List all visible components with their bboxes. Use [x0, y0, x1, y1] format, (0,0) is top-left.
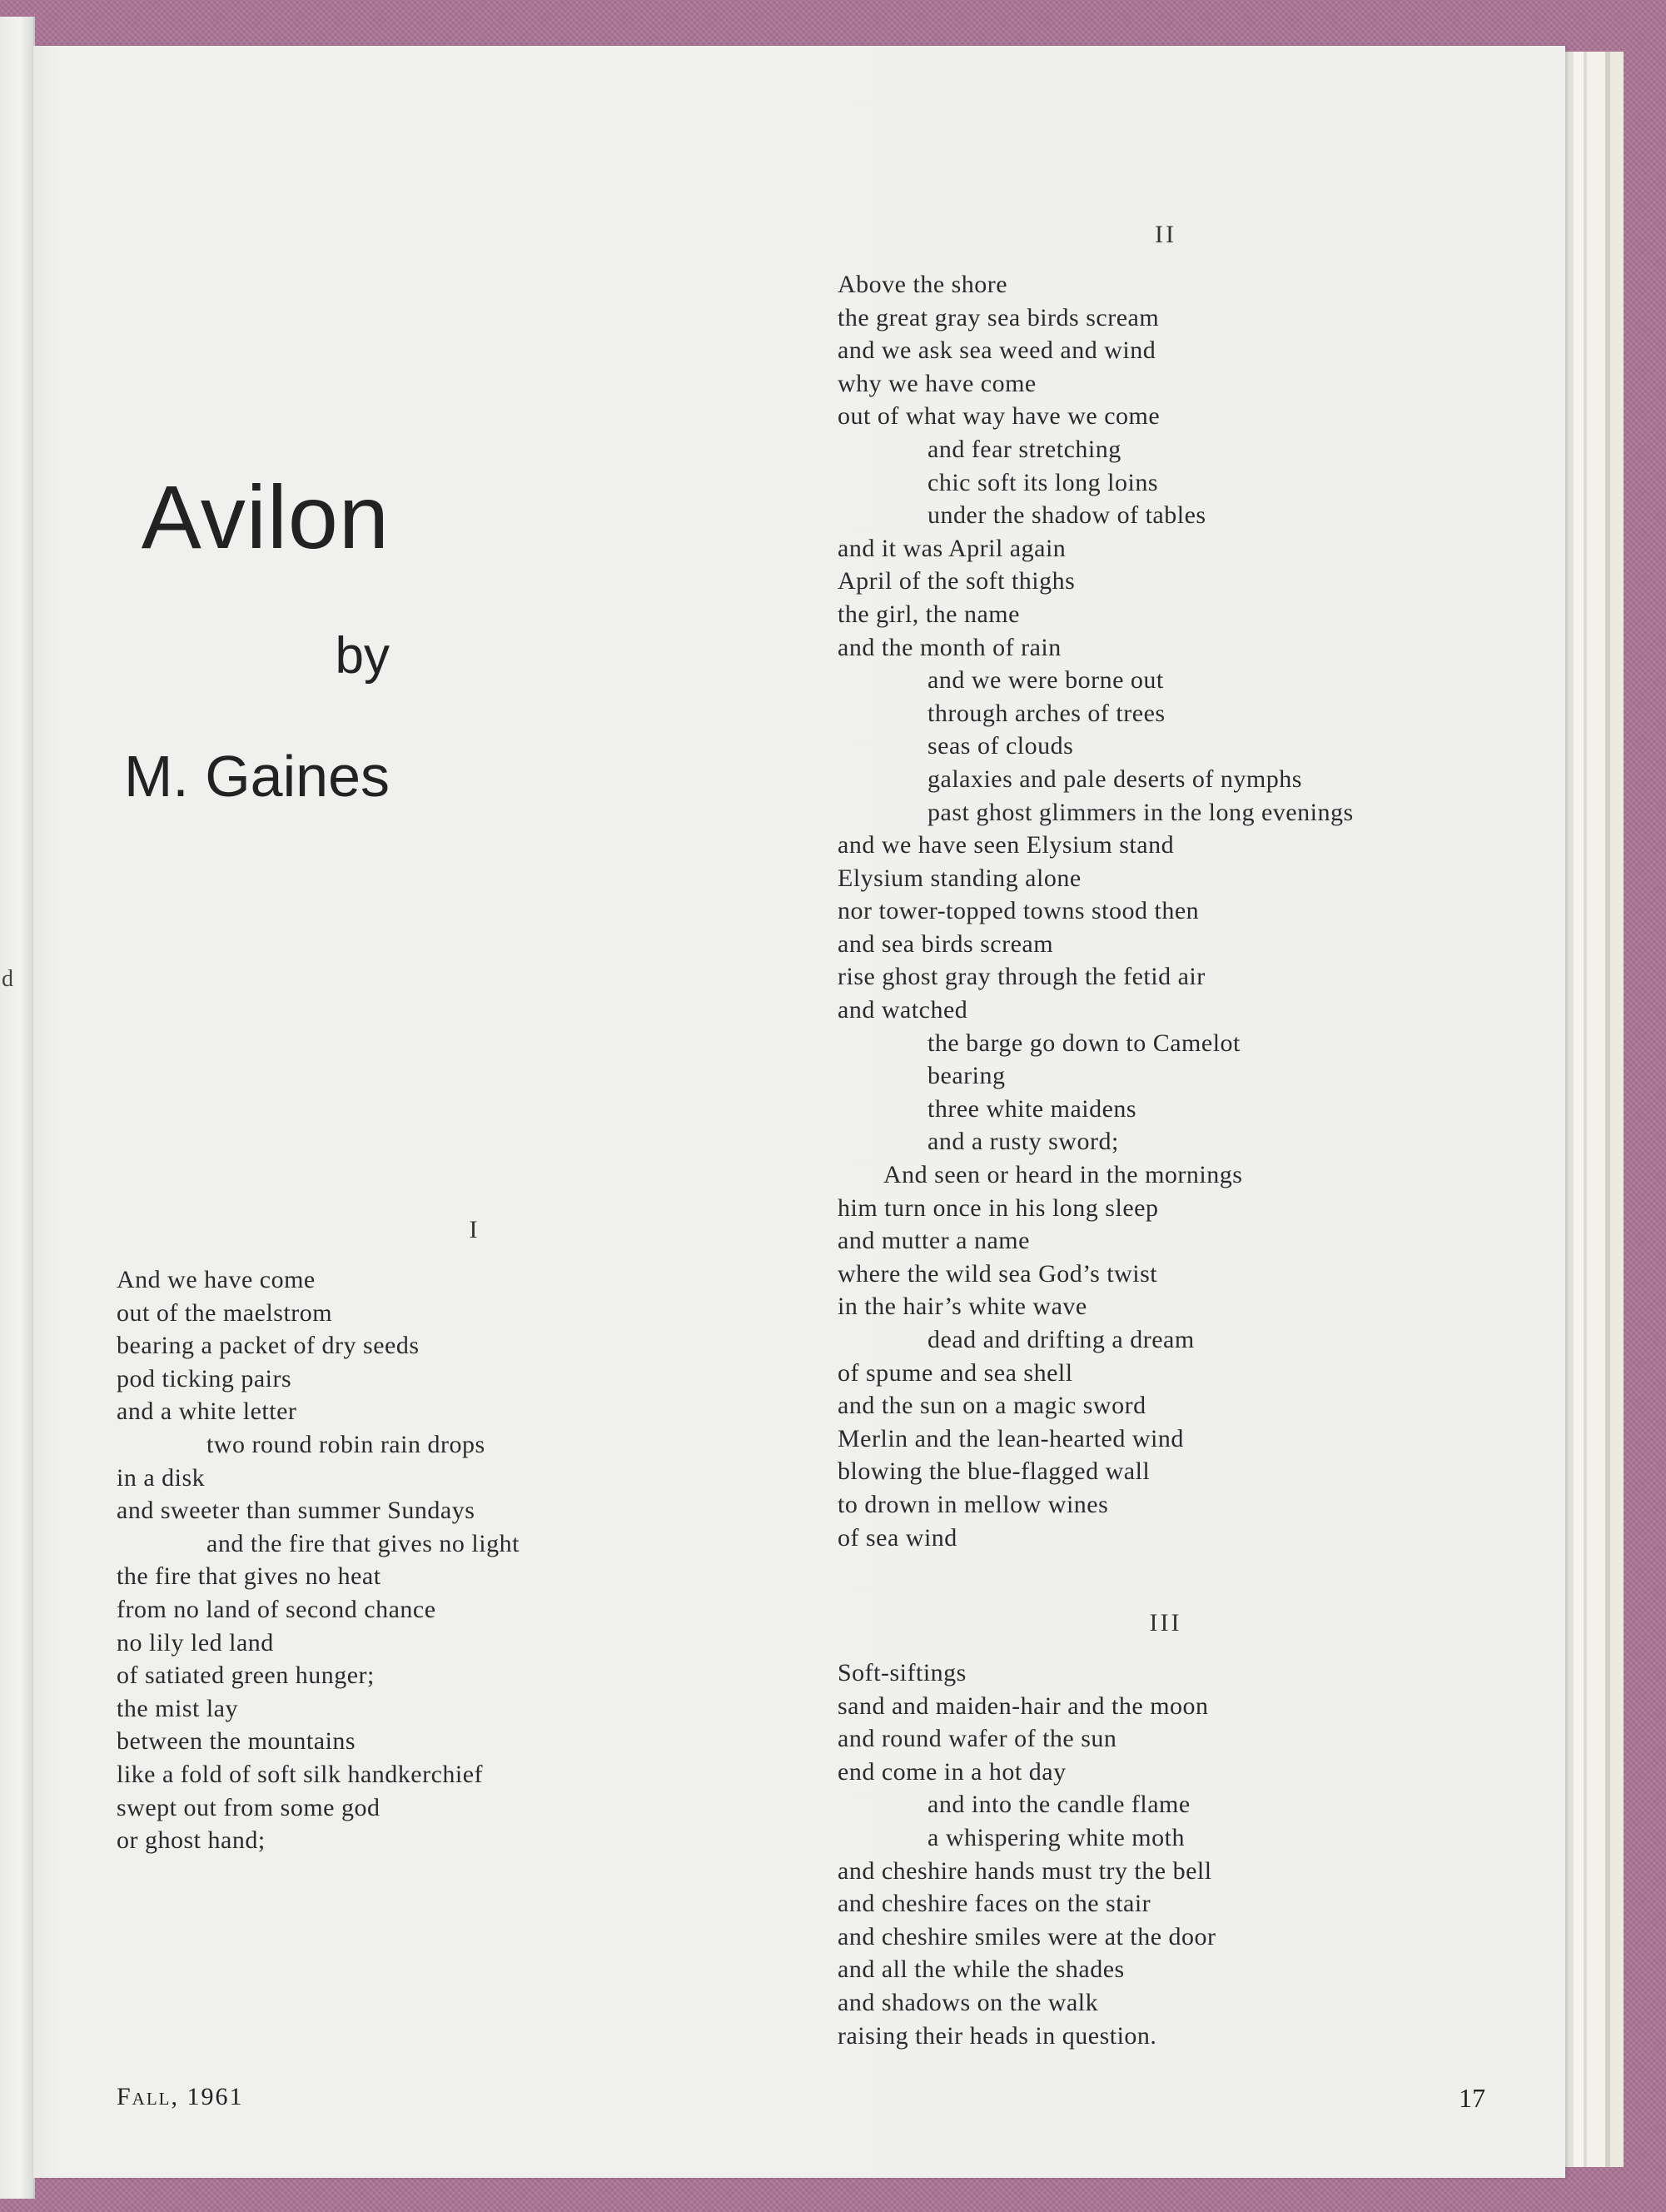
poem-line: out of what way have we come	[838, 402, 1161, 431]
poem-line: And seen or heard in the mornings	[883, 1161, 1243, 1189]
poem-line: in the hair’s white wave	[838, 1293, 1087, 1321]
poem-line: and sea birds scream	[838, 929, 1054, 958]
poem-line: and round wafer of the sun	[838, 1725, 1117, 1753]
poem-line: chic soft its long loins	[927, 468, 1158, 496]
poem-line: Merlin and the lean-hearted wind	[838, 1424, 1184, 1452]
section-heading-iii: III	[1149, 1609, 1182, 1637]
poem-line: and it was April again	[838, 534, 1067, 562]
poem-line: through arches of trees	[927, 699, 1166, 727]
poem-line: and we ask sea weed and wind	[838, 336, 1156, 365]
poem-line: where the wild sea God’s twist	[838, 1259, 1158, 1288]
poem-line: of satiated green hunger;	[117, 1661, 375, 1690]
poem-line: sand and maiden-hair and the moon	[838, 1691, 1209, 1720]
poem-line: and the sun on a magic sword	[838, 1392, 1146, 1420]
poem-line: and all the while the shades	[838, 1955, 1125, 1984]
poem-line: or ghost hand;	[117, 1826, 266, 1855]
stanza-i	[117, 1263, 520, 1857]
page-stack-edge	[1565, 52, 1624, 2167]
poem-line: end come in a hot day	[838, 1757, 1067, 1786]
poem-line: seas of clouds	[927, 732, 1074, 760]
poem-line: of sea wind	[838, 1523, 957, 1552]
author-name: M. Gaines	[124, 744, 390, 809]
poem-line: like a fold of soft silk handkerchief	[117, 1760, 484, 1788]
poem-title: Avilon	[141, 466, 390, 567]
poem-line: in a disk	[117, 1463, 206, 1492]
section-heading-ii: II	[1155, 221, 1176, 248]
stanza-iii	[838, 1657, 1216, 2052]
poem-line: dead and drifting a dream	[927, 1326, 1195, 1353]
poem-line: and shadows on the walk	[838, 1988, 1099, 2016]
poem-line: two round robin rain drops	[206, 1430, 485, 1458]
poem-line: and cheshire smiles were at the door	[838, 1922, 1216, 1950]
poem-line: and mutter a name	[838, 1227, 1030, 1255]
poem-line: the fire that gives no heat	[117, 1562, 381, 1591]
poem-line: and a white letter	[117, 1397, 297, 1426]
poem-line: and we have seen Elysium stand	[838, 831, 1175, 859]
poem-line: blowing the blue-flagged wall	[838, 1457, 1151, 1486]
poem-line: why we have come	[838, 369, 1037, 397]
poem-line: and fear stretching	[927, 435, 1121, 463]
facing-page-edge	[0, 17, 35, 2199]
poem-line: pod ticking pairs	[117, 1364, 292, 1392]
poem-line: of spume and sea shell	[838, 1358, 1073, 1387]
poem-line: the great gray sea birds scream	[838, 303, 1160, 331]
poem-line: from no land of second chance	[117, 1595, 436, 1623]
poem-line: the barge go down to Camelot	[927, 1029, 1241, 1057]
poem-line: rise ghost gray through the fetid air	[838, 963, 1206, 991]
poem-line: out of the maelstrom	[117, 1298, 333, 1327]
facing-page-edge-letter: d	[2, 966, 13, 992]
poem-line: and cheshire faces on the stair	[838, 1890, 1151, 1918]
poem-line: and a rusty sword;	[927, 1128, 1119, 1156]
poem-line: under the shadow of tables	[927, 501, 1206, 530]
issue-date: Fall, 1961	[117, 2083, 244, 2110]
poem-line: Above the shore	[838, 271, 1008, 298]
byline: by	[335, 627, 390, 685]
poem-line: nor tower-topped towns stood then	[838, 897, 1200, 925]
poem-line: and the month of rain	[838, 633, 1062, 661]
poem-line: and into the candle flame	[927, 1791, 1191, 1819]
poem-line: to drown in mellow wines	[838, 1490, 1109, 1518]
poem-line: past ghost glimmers in the long evenings	[927, 798, 1354, 826]
poem-line: bearing	[927, 1062, 1006, 1090]
poem-line: and watched	[838, 996, 968, 1024]
magazine-page	[33, 46, 1565, 2178]
poem-line: three white maidens	[927, 1094, 1137, 1123]
poem-line: Soft-siftings	[838, 1659, 967, 1686]
page-number: 17	[1459, 2083, 1485, 2113]
poem-line: galaxies and pale deserts of nymphs	[927, 765, 1302, 793]
poem-line: April of the soft thighs	[838, 567, 1076, 595]
poem-line: and we were borne out	[927, 666, 1164, 695]
poem-line: swept out from some god	[117, 1793, 380, 1821]
poem-line: and cheshire hands must try the bell	[838, 1856, 1212, 1885]
poem-line: And we have come	[117, 1266, 316, 1293]
poem-line: raising their heads in question.	[838, 2021, 1157, 2050]
poem-line: the mist lay	[117, 1694, 238, 1722]
stanza-ii	[838, 268, 1354, 1554]
section-heading-i: I	[469, 1216, 480, 1243]
poem-line: and the fire that gives no light	[206, 1529, 520, 1557]
poem-line: and sweeter than summer Sundays	[117, 1497, 475, 1525]
poem-line: Elysium standing alone	[838, 864, 1082, 892]
poem-line: him turn once in his long sleep	[838, 1193, 1159, 1222]
poem-line: the girl, the name	[838, 600, 1020, 628]
poem-line: a whispering white moth	[927, 1823, 1185, 1851]
poem-line: between the mountains	[117, 1727, 356, 1756]
poem-line: no lily led land	[117, 1628, 274, 1657]
poem-line: bearing a packet of dry seeds	[117, 1332, 420, 1360]
